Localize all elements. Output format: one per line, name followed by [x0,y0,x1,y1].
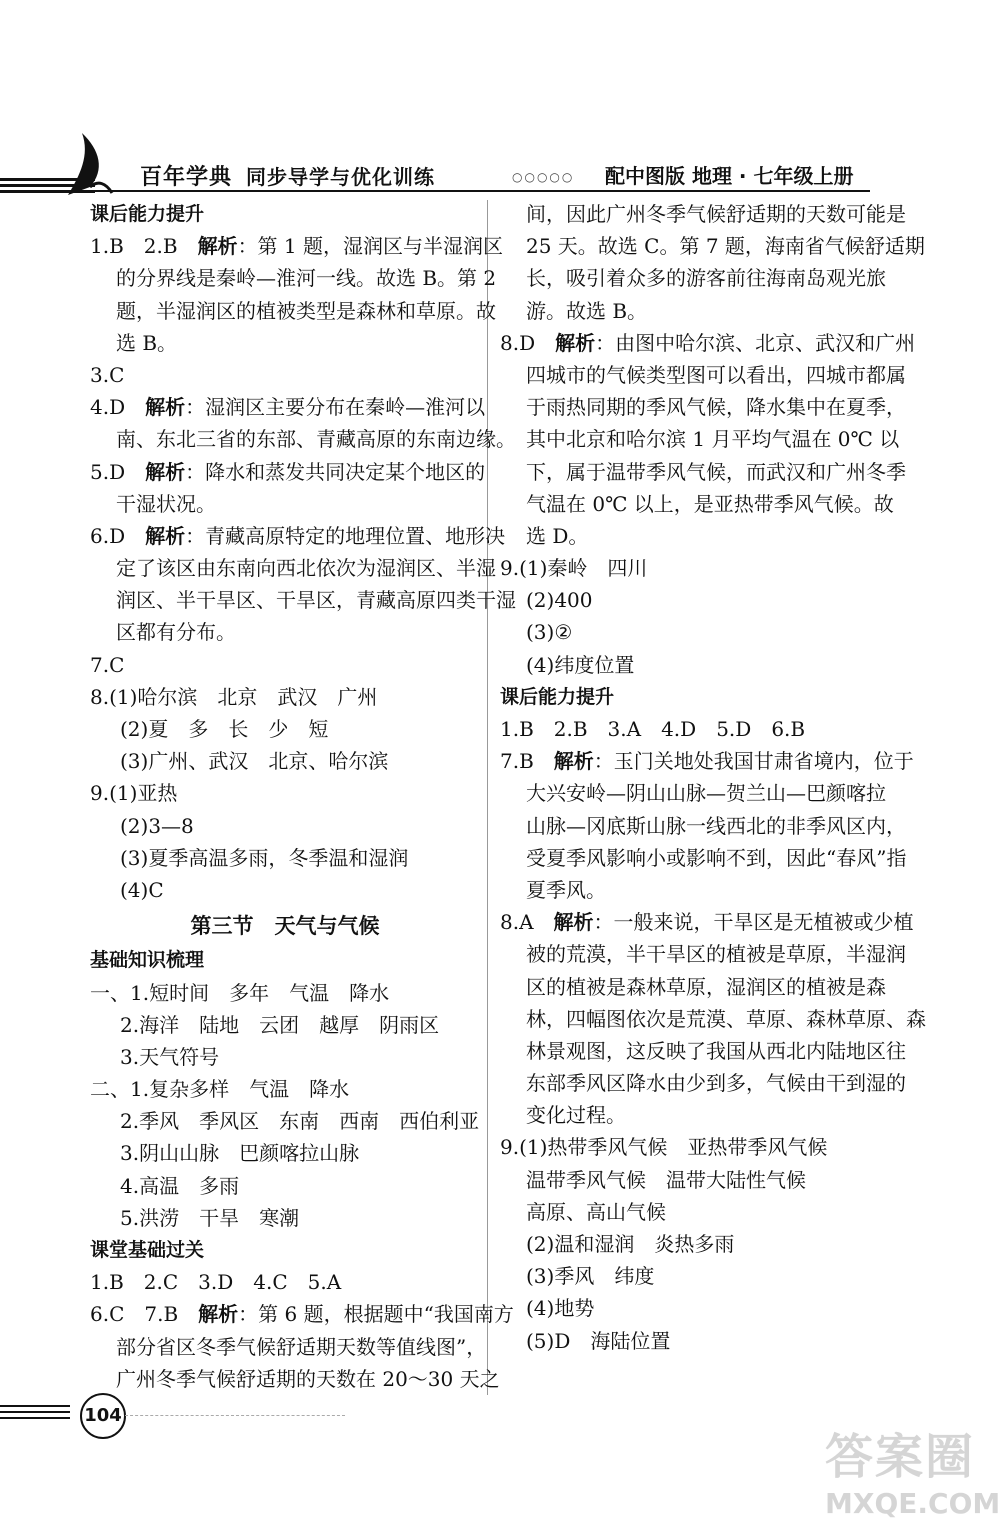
answer-text: (3)广州、武汉 北京、哈尔滨 [120,749,389,774]
analysis-label: 解析 [145,523,186,548]
answer-text: 9.(1)热带季风气候 亚热带季风气候 [500,1135,828,1160]
answer-line [500,938,906,970]
answer-text: 7.B [500,749,554,774]
answer-text: 气温在 0℃ 以上，是亚热带季风气候。故 [526,491,894,516]
answer-text: (3)② [526,620,573,645]
answer-line [90,391,486,423]
header-dots: ○○○○○ [512,170,575,184]
answer-line [90,1331,487,1363]
analysis-label: 解析 [145,395,186,420]
answer-text: (2)3—8 [120,813,194,838]
section-heading: 课后能力提升 [500,685,615,708]
answer-text: 3.C [90,362,125,387]
answer-line [500,1228,890,1260]
answer-line [500,1131,890,1163]
section-heading: 课后能力提升 [90,203,205,225]
answer-text: 干湿状况。 [116,491,216,516]
answer-line [90,295,496,327]
answer-text: 4.D [90,395,146,420]
analysis-label: 解析 [145,459,186,484]
answer-text: 山脉—冈底斯山脉一线西北的非季风区内， [526,813,906,838]
answer-text: (2)400 [526,588,593,613]
answer-text: (3)夏季高温多雨，冬季温和湿润 [120,845,409,870]
answer-line [500,842,907,874]
answer-line [500,1325,890,1357]
answer-text: 夏季风。 [526,877,606,902]
analysis-label: 解析 [553,749,594,774]
header-brand: 百年学典 同步导学与优化训练 [140,165,436,190]
answer-line [90,1170,480,1202]
answer-text: 其中北京和哈尔滨 1 月平均气温在 0℃ 以 [526,427,900,452]
answer-line [500,488,894,520]
analysis-label: 解析 [197,234,238,259]
answer-text: 东部季风区降水由少到多，气候由干到湿的 [526,1071,906,1096]
header-edition: 配中图版 地理 · 七年级上册 [605,164,854,188]
answer-line [500,810,906,842]
answer-text: (3)季风 纬度 [526,1264,655,1289]
page-number: 104 [80,1393,126,1439]
answer-text: 8.D [500,330,556,355]
right-column [500,198,926,1357]
analysis-label: 解析 [553,910,594,935]
answer-line [90,584,516,616]
answer-text: 下，属于温带季风气候，而武汉和广州冬季 [526,459,906,484]
answer-line [90,1009,480,1041]
answer-line [90,713,480,745]
watermark-text: 答案圈 [825,1429,976,1485]
answer-line [500,745,914,777]
section-heading: 基础知识梳理 [90,949,205,972]
answer-text: (4)纬度位置 [526,652,635,677]
answer-text: 定了该区由东南向西北依次为湿润区、半湿 [116,556,496,581]
answer-text: 温带季风气候 温带大陆性气候 [526,1167,806,1192]
answer-line [90,1202,480,1234]
answer-text: 一、1.短时间 多年 气温 降水 [90,980,390,1005]
section-heading: 课堂基础过关 [90,1239,205,1261]
answer-line [90,842,480,874]
answer-text: 南、东北三省的东部、青藏高原的东南边缘。 [116,427,516,452]
answer-line [90,810,480,842]
answer-text: 1.B 2.B 3.A 4.D 5.D 6.B [500,717,806,741]
answer-line [500,1003,926,1035]
answer-line [90,649,480,681]
answer-text: (5)D 海陆位置 [526,1328,671,1353]
answer-text: ：降水和蒸发共同决定某个地区的 [185,459,486,484]
answer-line [500,520,890,552]
answer-text: 受夏季风影响小或影响不到，因此“春风”指 [526,845,907,870]
answer-line [500,1067,906,1099]
answer-text: 5.D [90,459,146,484]
answer-text: 25 天。故选 C。第 7 题，海南省气候舒适期 [526,234,925,259]
answer-line [90,1105,480,1137]
answer-text: 6.D [90,523,146,548]
answer-line [500,262,890,294]
answer-line [90,552,496,584]
answer-line [500,391,906,423]
answer-text: 润区、半干旱区、干旱区，青藏高原四类干湿 [116,588,516,613]
header-subtitle: 同步导学与优化训练 [246,165,436,189]
answer-line [90,456,486,488]
answer-text: ：由图中哈尔滨、北京、武汉和广州 [595,330,916,355]
footer-rule [125,1415,345,1416]
answer-line [500,616,890,648]
section-title: 第三节 天气与气候 [190,914,380,939]
answer-text: 3.阴山山脉 巴颜喀拉山脉 [120,1141,360,1166]
header-rule [85,190,870,192]
answer-text: 区都有分布。 [116,620,236,645]
answer-line [500,1260,890,1292]
answer-line [90,681,480,713]
answer-text: ：湿润区主要分布在秦岭—淮河以 [185,395,486,420]
header-decor-bars [0,178,95,196]
answer-line [90,1137,480,1169]
answer-text: 广州冬季气候舒适期的天数在 20～30 天之 [116,1366,500,1391]
answer-line [500,1164,890,1196]
answer-line [500,777,890,809]
answer-line [90,977,480,1009]
answer-line [90,520,506,552]
answer-text: 被的荒漠，半干旱区的植被是草原，半湿润 [526,942,906,967]
answer-text: 4.高温 多雨 [120,1173,240,1198]
answer-text: 区的植被是森林草原，湿润区的植被是森 [526,974,886,999]
answer-text: ：青藏高原特定的地理位置、地形决 [185,523,506,548]
answer-text: 间，因此广州冬季气候舒适期的天数可能是 [526,202,906,226]
answer-line [90,230,504,262]
analysis-label: 解析 [198,1302,239,1327]
watermark-url: MXQE.COM [825,1487,1000,1520]
answer-text: 二、1.复杂多样 气温 降水 [90,1077,350,1102]
answer-line [90,745,480,777]
answer-line [90,616,480,648]
answer-line [500,327,916,359]
answer-line [90,327,480,359]
answer-text: ：第 1 题，湿润区与半湿润区 [237,234,504,259]
answer-line [90,1298,514,1330]
page-header [0,120,1000,200]
answer-line [90,1073,480,1105]
answer-line [500,649,890,681]
answer-line [500,713,890,745]
answer-line [500,423,900,455]
answer-text: 四城市的气候类型图可以看出，四城市都属 [526,362,906,387]
answer-line [500,584,890,616]
answer-text: 3.天气符号 [120,1044,220,1069]
answer-line [500,198,906,230]
answer-line [500,295,890,327]
answer-text: ：一般来说，干旱区是无植被或少植 [593,910,914,935]
answer-text: ：玉门关地处我国甘肃省境内，位于 [593,749,914,774]
answer-line [90,1266,480,1298]
answer-text: 题，半湿润区的植被类型是森林和草原。故 [116,298,496,323]
answer-line [90,423,516,455]
answer-text: 林，四幅图依次是荒漠、草原、森林草原、森 [526,1006,926,1031]
answer-text: 2.海洋 陆地 云团 越厚 阴雨区 [120,1012,440,1037]
answer-text: 6.C 7.B [90,1302,199,1327]
answer-line [90,262,497,294]
answer-text: 林景观图，这反映了我国从西北内陆地区往 [526,1038,906,1063]
answer-text: 选 D。 [526,523,589,548]
answer-line [500,230,925,262]
answer-line [90,488,480,520]
answer-text: 8.A [500,910,554,935]
answer-text: 8.(1)哈尔滨 北京 武汉 广州 [90,684,378,709]
answer-text: 9.(1)亚热 [90,781,178,806]
answer-line [500,1035,906,1067]
answer-text: 游。故选 B。 [526,298,648,323]
answer-text: ：第 6 题，根据题中“我国南方 [238,1302,514,1327]
analysis-label: 解析 [555,330,596,355]
answer-line [90,777,480,809]
answer-line [500,552,890,584]
answer-line [500,359,906,391]
answer-text: 5.洪涝 干旱 寒潮 [120,1205,300,1230]
answer-line [90,874,480,906]
answer-text: 选 B。 [116,330,178,355]
answer-text: 9.(1)秦岭 四川 [500,556,648,581]
answer-text: 长，吸引着众多的游客前往海南岛观光旅 [526,266,886,291]
answer-line [500,1196,890,1228]
answer-text: 高原、高山气候 [526,1199,666,1224]
answer-text: 变化过程。 [526,1103,626,1128]
left-column [90,198,516,1395]
answer-text: 1.B 2.B [90,234,198,259]
footer-decor-bars [0,1405,70,1423]
answer-line [500,1099,890,1131]
answer-text: 1.B 2.C 3.D 4.C 5.A [90,1270,342,1295]
watermark-logo [825,1418,1000,1520]
answer-text: (2)温和湿润 炎热多雨 [526,1232,735,1256]
answer-text: 于雨热同期的季风气候，降水集中在夏季， [526,395,906,420]
answer-line [500,874,890,906]
answer-line [90,359,480,391]
answer-text: (2)夏 多 长 少 短 [120,717,329,741]
answer-text: 2.季风 季风区 东南 西南 西伯利亚 [120,1109,480,1134]
answer-text: (4)地势 [526,1296,595,1321]
answer-line [500,456,906,488]
answer-text: 的分界线是秦岭—淮河一线。故选 B。第 2 [116,266,497,291]
answer-line [500,906,914,938]
answer-line [90,1041,480,1073]
answer-text: (4)C [120,877,164,902]
answer-text: 大兴安岭—阴山山脉—贺兰山—巴颜喀拉 [526,781,886,806]
column-divider [487,200,488,1395]
answer-line [500,1292,890,1324]
answer-text: 7.C [90,652,125,677]
answer-text: 部分省区冬季气候舒适期天数等值线图”， [116,1334,487,1359]
answer-line [500,971,890,1003]
